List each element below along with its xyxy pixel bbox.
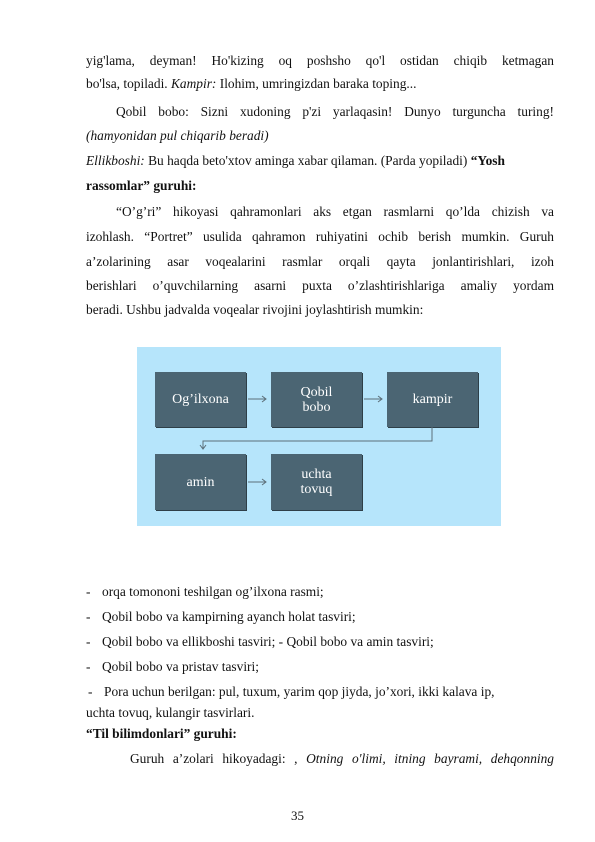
bullet-dash: - xyxy=(86,584,91,599)
diagram-box-amin: amin xyxy=(155,454,246,510)
speaker-label: Ellikboshi: xyxy=(86,153,145,168)
list-item-text: Qobil bobo va ellikboshi tasviri; - Qobil bobo va amin tasviri; xyxy=(102,634,434,649)
text-line-9: a’zolarining asar voqealarini rasmlar orqali qayta jonlantirishlari, izoh xyxy=(86,254,554,269)
text-line-last xyxy=(130,750,554,768)
bullet-dash: - xyxy=(86,659,91,674)
group-heading: “Til bilimdonlari” guruhi: xyxy=(86,726,237,741)
sequence-diagram xyxy=(137,347,501,526)
list-item-text: Pora uchun berilgan: pul, tuxum, yarim qop jiyda, jo’xori, ikki kalava ip, xyxy=(104,684,495,699)
text-span: Guruh a’zolari hikoyadagi: , xyxy=(130,751,307,766)
list-item-text: Qobil bobo va kampirning ayanch holat tasviri; xyxy=(102,609,356,624)
text-span: bo'lsa, topiladi. xyxy=(86,76,168,91)
diagram-box-qobil-bobo: Qobil bobo xyxy=(271,372,362,427)
text-line-11: beradi. Ushbu jadvalda voqealar rivojini joylashtirish mumkin: xyxy=(86,302,424,317)
text-line-5 xyxy=(86,152,505,170)
text-span-italic: Otning o'limi, itning bayrami, dehqonning xyxy=(306,751,554,766)
text-line-10: berishlari o’quvchilarning asarni puxta o’zlashtirishlariga amaliy yordam xyxy=(86,278,554,293)
text-span: Ilohim, umringizdan baraka toping... xyxy=(216,76,417,91)
text-line-7: “O’g’ri” hikoyasi qahramonlari aks etgan rasmlarni qo’lda chizish va xyxy=(116,204,554,219)
page-number: 35 xyxy=(291,808,304,823)
diagram-arrows xyxy=(137,347,501,526)
group-heading-start: “Yosh xyxy=(470,153,505,168)
text-line-2 xyxy=(86,75,416,93)
list-item xyxy=(86,658,259,676)
bullet-dash: - xyxy=(86,609,91,624)
group-heading-end: rassomlar” guruhi: xyxy=(86,178,197,193)
diagram-box-ogilxona: Og’ilxona xyxy=(155,372,246,427)
list-item xyxy=(86,583,324,601)
list-item xyxy=(88,683,495,701)
stage-direction: (hamyonidan pul chiqarib beradi) xyxy=(86,128,269,143)
text-line-8: izohlash. “Portret” usulida qahramon ruhiyatini ochib berish mumkin. Guruh xyxy=(86,229,554,244)
speaker-label: Kampir: xyxy=(171,76,217,91)
bullet-dash: - xyxy=(86,634,91,649)
bullet-dash: - xyxy=(88,684,93,699)
text-line-3: Qobil bobo: Sizni xudoning p'zi yarlaqasin! Dunyo turguncha turing! xyxy=(116,104,554,119)
text-line-1: yig'lama, deyman! Ho'kizing oq poshsho qo'l ostidan chiqib ketmagan xyxy=(86,53,554,68)
list-item xyxy=(86,608,356,626)
diagram-box-uchta-tovuq: uchta tovuq xyxy=(271,454,362,510)
list-item-text: Qobil bobo va pristav tasviri; xyxy=(102,659,259,674)
text-span: Bu haqda beto'xtov aminga xabar qilaman. (Parda yopiladi) xyxy=(144,153,471,168)
diagram-box-kampir: kampir xyxy=(387,372,478,427)
list-item-continuation: uchta tovuq, kulangir tasvirlari. xyxy=(86,705,255,720)
list-item xyxy=(86,633,434,651)
list-item-text: orqa tomononi teshilgan og’ilxona rasmi; xyxy=(102,584,324,599)
